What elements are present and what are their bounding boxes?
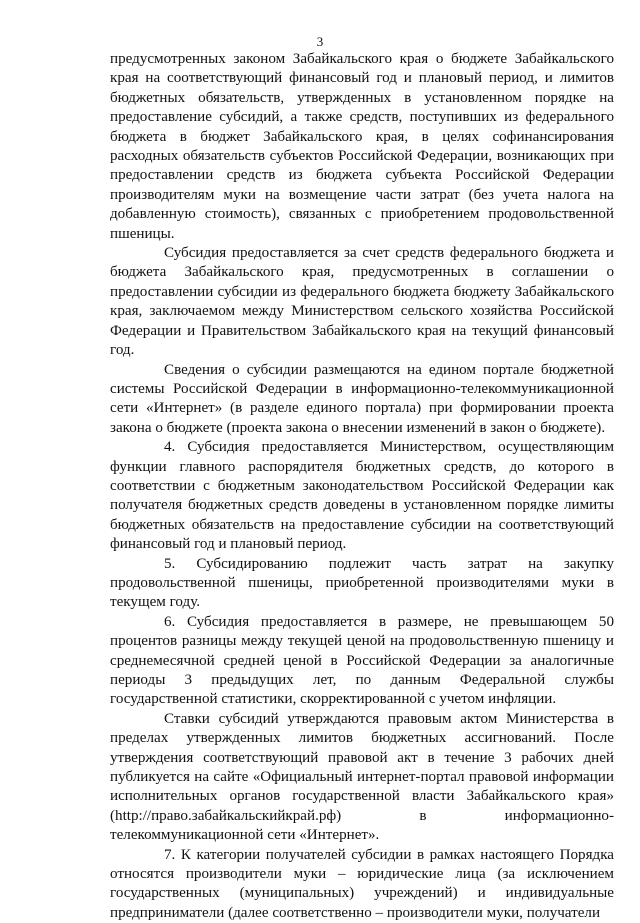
document-body bbox=[110, 50, 614, 923]
paragraph-subsidy-funding: Субсидия предоставляется за счет средств федерального бюджета и бюджета Забайкальского края, предусмотренных в соглашении о предоставлении субсидии из федерального бюджета бюджету Забайкальского края, заключаемом между Министерством сельского хозяйства Российской Федерации и Правительством Забайкальского края на текущий финансовый год. bbox=[110, 245, 614, 359]
paragraph-1-continued: предусмотренных законом Забайкальского края о бюджете Забайкальского края на соответствующий финансовый год и плановый период, и лимитов бюджетных обязательств, утвержденных в установленном порядке на предоставление субсидий, а также средств, поступивших из федерального бюджета в бюджет Забайкальского края, в целях софинансирования расходных обязательств субъектов Российской Федерации, возникающих при предоставлении средств из бюджета субъекта Российской Федерации производителям муки на возмещение части затрат (без учета налога на добавленную стоимость), связанных с приобретением продовольственной пшеницы. bbox=[110, 51, 614, 242]
paragraph-subsidy-info-portal: Сведения о субсидии размещаются на едином портале бюджетной системы Российской Федерации в информационно-телекоммуникационной сети «Интернет» (в разделе единого портала) при формировании проекта закона о бюджете (проекта закона о внесении изменений в закон о бюджете). bbox=[110, 361, 614, 436]
page-number: 3 bbox=[316, 34, 324, 49]
paragraph-item-6: 6. Субсидия предоставляется в размере, не превышающем 50 процентов разницы между текущей ценой на продовольственную пшеницу и среднемесячной средней ценой в Российской Федерации за аналогичные периоды 3 предыдущих лет, по данным Федеральной службы государственной статистики, скорректированной с учетом инфляции. bbox=[110, 613, 614, 708]
paragraph-item-4: 4. Субсидия предоставляется Министерством, осуществляющим функции главного распорядителя бюджетных средств, до которого в соответствии с бюджетным законодательством Российской Федерации как получателя бюджетных средств доведены в установленном порядке лимиты бюджетных обязательств на предоставление субсидии на соответствующий финансовый год и плановый период. bbox=[110, 439, 614, 553]
paragraph-subsidy-rates: Ставки субсидий утверждаются правовым актом Министерства в пределах утвержденных лимитов бюджетных ассигнований. После утверждения соответствующий правовой акт в течение 3 рабочих дней публикуется на сайте «Официальный интернет-портал правовой информации исполнительных органов государственной власти Забайкальского края» (http://право.забайкальскийкрай.рф) в информационно-телекоммуникационной сети «Интернет». bbox=[110, 710, 614, 844]
paragraph-item-5: 5. Субсидированию подлежит часть затрат на закупку продовольственной пшеницы, приобретенной производителями муки в текущем году. bbox=[110, 555, 614, 611]
paragraph-item-7: 7. К категории получателей субсидии в рамках настоящего Порядка относятся производители муки – юридические лица (за исключением государственных (муниципальных) учреждений) и индивидуальные предприниматели (далее соответственно – производители муки, получатели bbox=[110, 846, 614, 921]
